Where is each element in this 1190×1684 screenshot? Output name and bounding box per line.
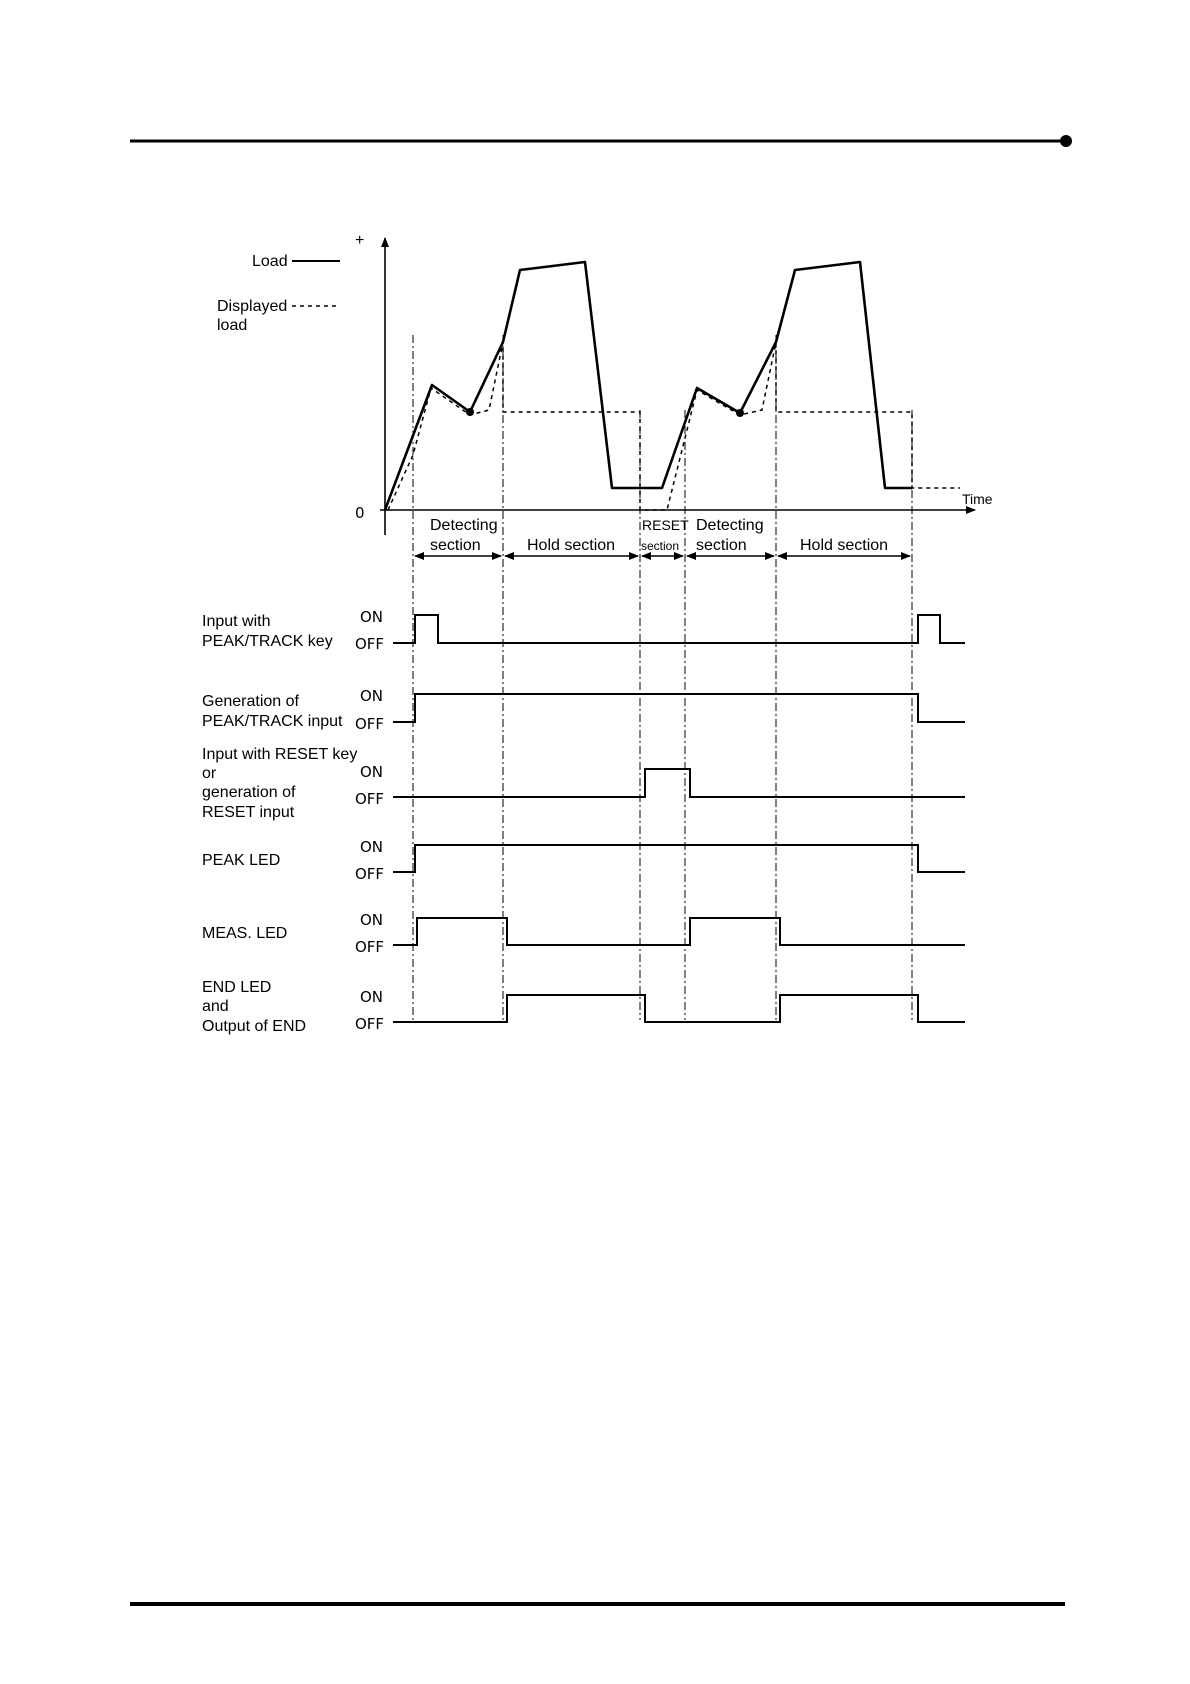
detecting-section-2-line1: Detecting — [696, 517, 764, 534]
off-label: OFF — [355, 790, 385, 808]
waveform — [393, 918, 965, 945]
signal-label-line: Input with RESET key — [202, 746, 358, 763]
detecting-section-1-line1: Detecting — [430, 517, 498, 534]
signal-label-line: or — [202, 765, 217, 782]
waveform — [393, 694, 965, 722]
signal-end-led — [202, 979, 965, 1035]
signal-peak-led — [202, 838, 965, 883]
legend-displayed-label-2: load — [217, 317, 248, 334]
legend-displayed-label-1: Displayed — [217, 298, 288, 315]
signal-reset — [202, 746, 965, 821]
hold-section-2: Hold section — [800, 537, 889, 554]
valley-dot-1 — [466, 408, 474, 416]
section-labels — [430, 517, 888, 554]
signal-label-line: generation of — [202, 784, 296, 801]
signal-label-line: PEAK/TRACK key — [202, 633, 333, 650]
on-label: ON — [360, 838, 384, 856]
off-label: OFF — [355, 865, 385, 883]
signal-label-line: PEAK LED — [202, 852, 281, 869]
on-label: ON — [360, 911, 384, 929]
off-label: OFF — [355, 938, 385, 956]
off-label: OFF — [355, 715, 385, 733]
reset-section-line1: RESET — [642, 517, 689, 533]
off-label: OFF — [355, 635, 385, 653]
signal-label-line: END LED — [202, 979, 272, 996]
hold-section-1: Hold section — [527, 537, 616, 554]
detecting-section-1-line2: section — [430, 537, 481, 554]
valley-dot-2 — [736, 409, 744, 417]
x-axis-label: Time — [962, 491, 993, 507]
signal-meas-led — [202, 911, 965, 956]
displayed-load-curve — [388, 342, 960, 510]
signal-label-line: Output of END — [202, 1018, 307, 1035]
signal-label-line: PEAK/TRACK input — [202, 713, 343, 730]
y-axis-zero: 0 — [355, 504, 365, 522]
signal-peak-track-input — [202, 687, 965, 733]
signal-label-line: and — [202, 998, 229, 1015]
reset-section-line2: section — [641, 539, 680, 553]
load-graph-axes — [355, 232, 993, 535]
signal-label-line: RESET input — [202, 804, 295, 821]
legend-load-label: Load — [252, 253, 288, 270]
legend — [217, 253, 340, 334]
waveform — [393, 769, 965, 797]
y-axis-plus: + — [355, 232, 365, 249]
signal-label-line: Generation of — [202, 693, 299, 710]
on-label: ON — [360, 687, 384, 705]
signal-peak-track-key — [202, 608, 965, 653]
off-label: OFF — [355, 1015, 385, 1033]
on-label: ON — [360, 608, 384, 626]
waveform — [393, 995, 965, 1022]
header-rule-dot — [1060, 135, 1072, 147]
detecting-section-2-line2: section — [696, 537, 747, 554]
waveform — [393, 615, 965, 643]
signal-label-line: MEAS. LED — [202, 925, 288, 942]
on-label: ON — [360, 988, 384, 1006]
on-label: ON — [360, 763, 384, 781]
waveform — [393, 845, 965, 872]
signal-label-line: Input with — [202, 613, 271, 630]
load-curve — [385, 262, 912, 510]
